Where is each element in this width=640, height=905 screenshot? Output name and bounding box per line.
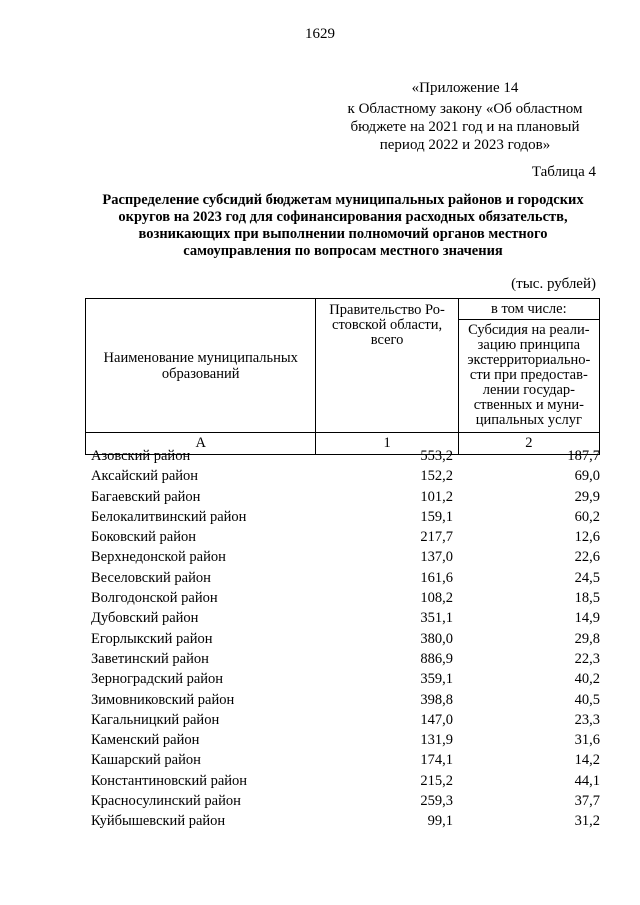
municipality-name: Заветинский район xyxy=(91,650,209,667)
appendix-line: бюджете на 2021 год и на плановый xyxy=(350,119,580,135)
header-subsidy-line: ственных и муни- xyxy=(473,397,584,413)
total-value: 886,9 xyxy=(420,650,453,667)
appendix-title: «Приложение 14 xyxy=(411,80,519,96)
table-header xyxy=(85,298,600,455)
municipality-name: Азовский район xyxy=(91,448,191,464)
total-value: 147,0 xyxy=(420,711,453,728)
total-value: 217,7 xyxy=(420,529,453,546)
total-value: 101,2 xyxy=(420,488,453,505)
appendix-line: к Областному закону «Об областном xyxy=(347,101,583,117)
table-row xyxy=(85,771,600,791)
appendix-line: период 2022 и 2023 годов» xyxy=(379,137,551,153)
table-row xyxy=(85,811,600,831)
table-heading xyxy=(78,192,608,260)
municipality-name: Красносулинский район xyxy=(91,793,241,810)
heading-line: округов на 2023 год для софинансирования расходных обязательств, xyxy=(118,209,568,225)
subsidy-value: 40,2 xyxy=(574,671,600,688)
header-subsidy-line: лении государ- xyxy=(482,382,575,398)
subsidy-value: 14,2 xyxy=(574,752,600,769)
units-label: (тыс. рублей) xyxy=(511,276,596,292)
header-subsidy-line: экстерриториально- xyxy=(467,352,591,368)
municipality-name: Егорлыкский район xyxy=(91,630,213,647)
subsidy-value: 187,7 xyxy=(567,448,600,464)
table-row xyxy=(85,466,600,486)
header-including-cell: в том числе: xyxy=(458,299,599,320)
header-gov-line: всего xyxy=(370,332,404,348)
table-row xyxy=(85,629,600,649)
municipality-name: Веселовский район xyxy=(91,569,211,586)
total-value: 159,1 xyxy=(420,508,453,525)
table-row xyxy=(85,710,600,730)
municipality-name: Константиновский район xyxy=(91,772,248,789)
municipality-name: Кагальницкий район xyxy=(91,711,220,728)
total-value: 359,1 xyxy=(420,671,453,688)
municipality-name: Зерноградский район xyxy=(91,671,224,688)
total-value: 380,0 xyxy=(420,630,453,647)
heading-line: самоуправления по вопросам местного значения xyxy=(183,243,503,259)
table-row xyxy=(85,547,600,567)
header-subsidy-cell xyxy=(458,320,599,433)
header-gov-line: стовской области, xyxy=(332,317,443,333)
header-index-2: 2 xyxy=(458,433,599,455)
page-number: 1629 xyxy=(305,26,335,42)
subsidy-value: 40,5 xyxy=(574,691,600,708)
heading-line: Распределение субсидий бюджетам муниципальных районов и городских xyxy=(102,192,584,208)
subsidy-value: 37,7 xyxy=(574,793,600,810)
total-value: 137,0 xyxy=(420,549,453,566)
total-value: 108,2 xyxy=(420,590,453,607)
table-row xyxy=(85,588,600,608)
subsidy-value: 22,6 xyxy=(574,549,600,566)
table-row xyxy=(85,446,600,466)
header-gov-line: Правительство Ро- xyxy=(329,302,445,318)
header-subsidy-line: ципальных услуг xyxy=(475,412,582,428)
subsidy-value: 29,9 xyxy=(574,488,600,505)
subsidy-value: 22,3 xyxy=(574,650,600,667)
total-value: 174,1 xyxy=(420,752,453,769)
header-name-line: образований xyxy=(161,365,240,382)
table-row xyxy=(85,507,600,527)
municipality-name: Верхнедонской район xyxy=(91,549,226,566)
total-value: 351,1 xyxy=(420,610,453,627)
municipality-name: Куйбышевский район xyxy=(91,813,226,830)
header-subsidy-line: зацию принципа xyxy=(477,337,581,353)
municipality-name: Аксайский район xyxy=(91,468,199,485)
header-subsidy-line: Субсидия на реали- xyxy=(468,322,590,338)
header-index-1: 1 xyxy=(316,433,458,455)
header-subsidy-line: сти при предостав- xyxy=(469,367,588,383)
subsidy-value: 69,0 xyxy=(574,468,600,485)
municipality-name: Белокалитвинский район xyxy=(91,508,247,525)
table-label: Таблица 4 xyxy=(531,164,596,180)
total-value: 152,2 xyxy=(420,468,453,485)
header-name-line: Наименование муниципальных xyxy=(103,349,298,366)
subsidy-value: 31,2 xyxy=(574,813,600,830)
municipality-name: Волгодонской район xyxy=(91,590,218,607)
municipality-name: Каменский район xyxy=(91,732,200,749)
subsidy-value: 44,1 xyxy=(574,772,600,789)
table-row xyxy=(85,730,600,750)
table-row xyxy=(85,649,600,669)
header-name-cell xyxy=(86,299,316,433)
header-gov-cell xyxy=(316,299,458,433)
table-body xyxy=(85,446,600,832)
municipality-name: Багаевский район xyxy=(91,488,201,505)
total-value: 398,8 xyxy=(420,691,453,708)
heading-line: возникающих при выполнении полномочий органов местного xyxy=(138,226,548,242)
total-value: 99,1 xyxy=(427,813,453,830)
subsidy-value: 24,5 xyxy=(574,569,600,586)
total-value: 131,9 xyxy=(420,732,453,749)
table-row xyxy=(85,568,600,588)
subsidy-value: 60,2 xyxy=(574,508,600,525)
subsidy-value: 14,9 xyxy=(574,610,600,627)
municipality-name: Зимовниковский район xyxy=(91,691,235,708)
total-value: 259,3 xyxy=(420,793,453,810)
subsidy-value: 23,3 xyxy=(574,711,600,728)
municipality-name: Дубовский район xyxy=(91,610,199,627)
subsidy-value: 29,8 xyxy=(574,630,600,647)
total-value: 553,2 xyxy=(420,448,453,464)
table-row xyxy=(85,750,600,770)
appendix-block xyxy=(330,79,600,154)
table-row xyxy=(85,608,600,628)
municipality-name: Боковский район xyxy=(91,529,196,546)
municipality-name: Кашарский район xyxy=(91,752,201,769)
subsidy-value: 31,6 xyxy=(574,732,600,749)
total-value: 161,6 xyxy=(420,569,453,586)
table-row xyxy=(85,669,600,689)
header-index-a: А xyxy=(86,433,316,455)
subsidy-value: 12,6 xyxy=(574,529,600,546)
table-row xyxy=(85,487,600,507)
table-row xyxy=(85,527,600,547)
table-row xyxy=(85,791,600,811)
subsidy-value: 18,5 xyxy=(574,590,600,607)
total-value: 215,2 xyxy=(420,772,453,789)
table-row xyxy=(85,690,600,710)
